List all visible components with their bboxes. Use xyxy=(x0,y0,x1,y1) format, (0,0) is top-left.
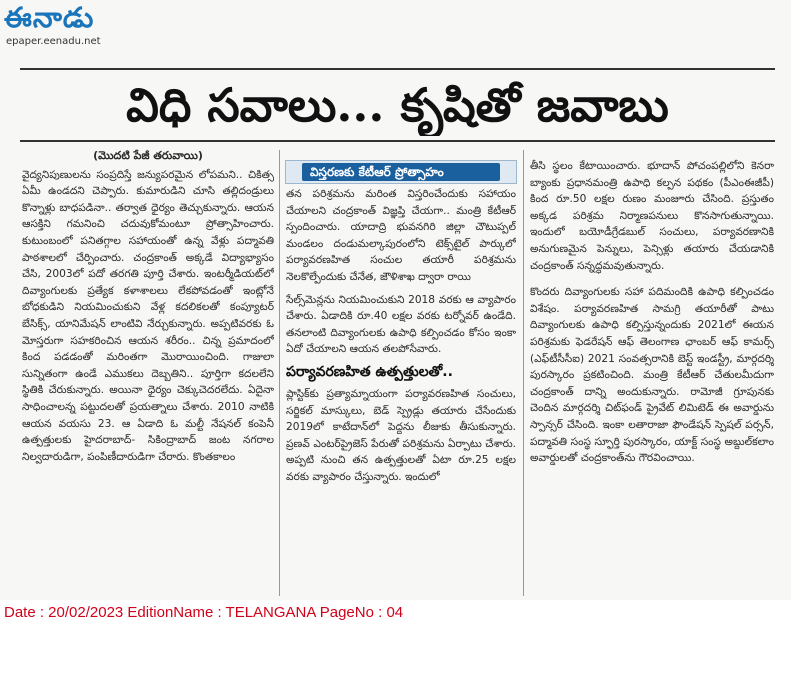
column-3-text-continued: కొందరు దివ్యాంగులకు సహా పదిమందికి ఉపాధి కల్పించడం విశేషం. పర్యావరణహిత సామగ్రి తయారీతో పాటు దివ్యాంగులకు ఉపాధి కల్పిస్తున్నందుకు 2021లో ఈయన పరిశ్రమకు ఫెడరేషన్ ఆఫ్ తెలంగాణ ఛాంబర్ ఆఫ్ కామర్స్ (ఎఫ్‌టీసీసీఐ) 2021 సంవత్సరానికి బెస్ట్ ఇండస్ట్రీ, మార్గదర్శి పురస్కారం ప్రకటించింది. మంత్రి కేటీఆర్ చేతులమీదుగా చంద్రకాంత్ దాన్ని అందుకున్నారు. రామోజీ గ్రూపునకు చెందిన మార్గదర్శి చిట్‌ఫండ్ ప్రైవేట్ లిమిటెడ్ ఈ అవార్డును స్పాన్సర్ చేసింది. ఇంకా లతారాజా ఫౌండేషన్ స్పెషల్ పర్సన్, పద్మావతి సంస్థ స్ఫూర్తి పురస్కారం, యాక్ట్ సంస్థ అబ్దుల్‌కలాం అవార్డులతో చంద్రకాంత్‌ను గౌరవించాయి. xyxy=(530,286,774,465)
article-column-1 xyxy=(22,148,274,594)
eenadu-logo: ఈనాడు xyxy=(4,1,95,34)
column-1-text: వైద్యనిపుణులను సంప్రదిస్తే జన్యుపరమైన లోపమని.. చికిత్స ఏమీ ఉండదని చెప్పారు. కుమారుడిని చూసి తల్లిదండ్రులు కొన్నాళ్లు బాధపడినా.. తర్వాత ధైర్యం తెచ్చుకున్నారు. ఆయన ఆసక్తిని గమనించి చదువుకోమంటూ ప్రోత్సాహించారు. కుటుంబంలో పనితగ్గాల సహాయంతో ఉన్న వేళ్లు పద్మావతి పాఠశాలలో చేర్పించారు. చంద్రకాంత్ అక్కడే విద్యాభ్యాసం చేసి, 2003లో పదో తరగతి పూర్తి చేశారు. ఇంటర్మీడియట్‌లో దివ్యాంగులకు ప్రత్యేక కళాశాలలు లేకపోవడంతో ఇంట్లోనే బోధకుడిని నియమించుకుని వేళ్ల కదలికలతో కంప్యూటర్ బేసిక్స్, యానిమేషన్ లాంటివి నేర్చుకున్నారు. అప్పటివరకు ఓ మోస్తరుగా సహకరించిన ఆయన శరీరం.. చిన్న ప్రమాదంలో కింద పడడంతో మరింతగా మొరాయించింది. గాజులా సున్నితంగా ఉండే ఎముకలు దెబ్బతిని.. పూర్తిగా కదలలేని స్థితికి చేరుకున్నారు. అయినా ధైర్యం చెక్కుచెదరలేదు. ఏదైనా సాధించాలన్న పట్టుదలతో ప్రయత్నాలు చేశారు. 2010 నాటికి ఆయన వయసు 23. ఆ ఏడాది ఓ మల్టీ నేషనల్ కంపెనీ ఉత్పత్తులకు హైదరాబాద్- సికింద్రాబాద్ జంట నగరాల నిల్వదారుడిగా, పంపిణీదారుడిగా చేరారు. కొంతకాలం xyxy=(22,168,274,463)
article-column-2 xyxy=(286,186,516,596)
column-divider xyxy=(279,150,280,596)
top-rule xyxy=(20,68,775,70)
edition-info: Date : 20/02/2023 EditionName : TELANGANA PageNo : 04 xyxy=(4,604,404,621)
column-divider xyxy=(523,150,524,596)
column-2-text-continued: ప్లాస్టిక్‌కు ప్రత్యామ్నాయంగా పర్యావరణహిత సంచులు, సర్జికల్ మాస్కులు, బెడ్ స్ప్రెడ్లు తయారు చేసేందుకు 2019లో కాటేదాన్‌లో పెద్దను లీజుకు తీసుకున్నారు. ప్రణవ్ ఎంటర్‌ప్రైజెస్ పేరుతో పరిశ్రమను ఏర్పాటు చేశారు. అప్పటి నుంచి తన ఉత్పత్తులతో ఏటా రూ.25 లక్షల వరకు వ్యాపారం చేస్తున్నారు. ఇందులో xyxy=(286,387,516,483)
headline: విధి సవాలు... కృషితో జవాబు xyxy=(126,78,669,132)
box-text: తన పరిశ్రమను మరింత విస్తరించేందుకు సహాయం చేయాలని చంద్రకాంత్ విజ్ఞప్తి చేయగా.. మంత్రి కేటీఆర్ స్పందించారు. యాదాద్రి భువనగిరి జిల్లా చౌటుప్పల్ మండలం దండుమల్కాపురంలోని టెక్స్‌టైల్ పార్కులో పర్యావరణహిత సంచుల తయారీ పరిశ్రమను నెలకొల్పేందుకు చేనేత, జౌళిశాఖ ద్వారా రాయి xyxy=(286,188,516,283)
box-heading xyxy=(285,160,517,184)
logo-url: epaper.eenadu.net xyxy=(6,36,101,47)
box-heading-label: విస్తరణకు కేటీఆర్ ప్రోత్సాహం xyxy=(302,163,500,181)
column-3-text: తీసి స్థలం కేటాయించారు. భూదాన్ పోచంపల్లిలోని కెనరా బ్యాంకు ప్రధానమంత్రి ఉపాధి కల్పన పథకం (పీఎంఈజీపీ) కింద రూ.50 లక్షల రుణం మంజూరు చేసింది. ప్రస్తుతం అక్కడ పరిశ్రమ నిర్మాణపనులు కొనసాగుతున్నాయి. ఇందులో బయోడీగ్రేడబుల్ సంచులు, పర్యావరణానికి అనుగుణమైన పెన్నులు, పెన్సిళ్లు తయారు చేయడానికి చంద్రకాంత్ సన్నద్ధమవుతున్నారు. xyxy=(530,160,774,272)
column-2-text: సేల్స్‌మెన్లను నియమించుకుని 2018 వరకు ఆ వ్యాపారం చేశారు. ఏడాదికి రూ.40 లక్షల వరకు టర్నోవర్ ఉండేది. తనలాంటి దివ్యాంగులకు ఉపాధి కల్పించడం కోసం ఇంకా ఏదో చేయాలని ఆయన తలపోసేవారు. xyxy=(286,293,516,356)
headline-rule xyxy=(20,140,775,142)
continuation-note: (మొదటి పేజీ తరువాయి) xyxy=(93,149,203,162)
subheading: పర్యావరణహిత ఉత్పత్తులతో.. xyxy=(286,363,453,380)
article-column-3 xyxy=(530,158,774,596)
